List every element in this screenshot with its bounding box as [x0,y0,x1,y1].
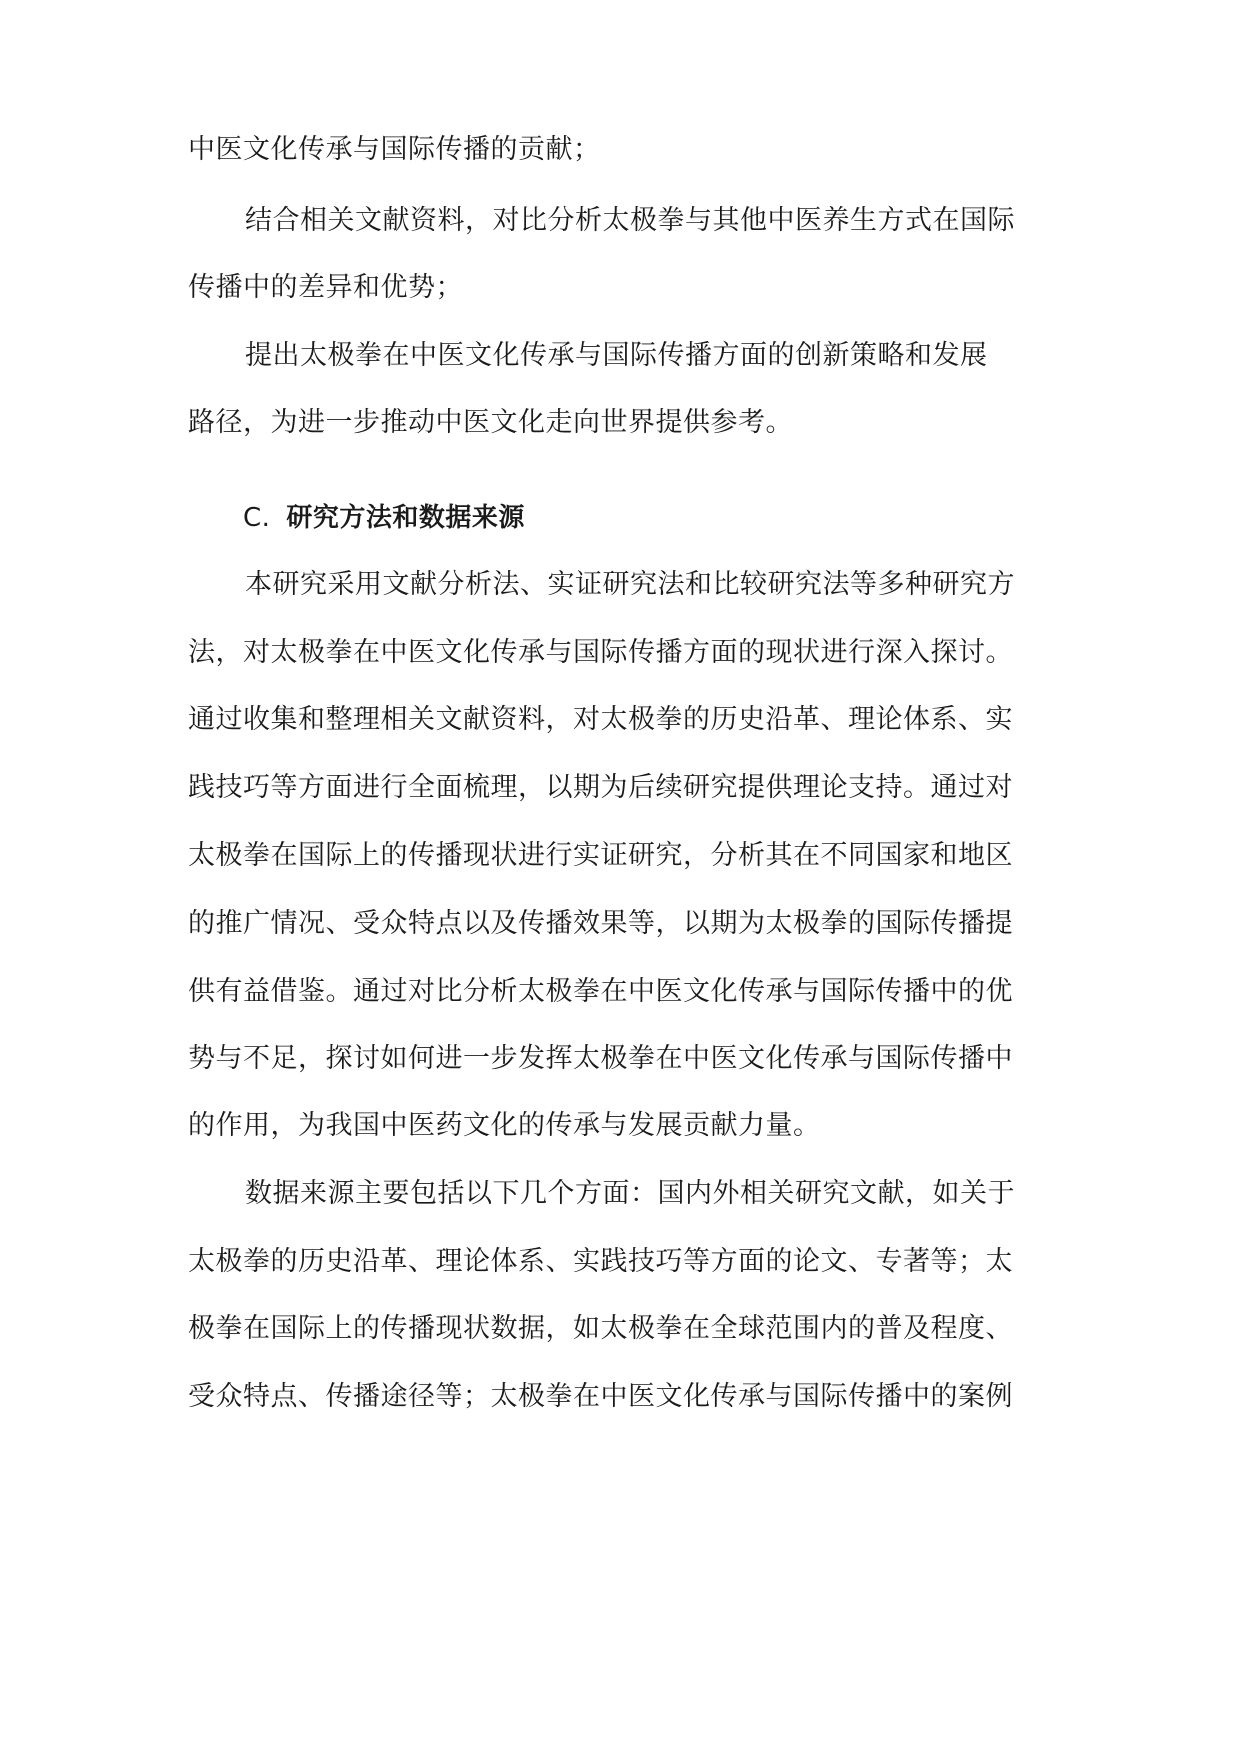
paragraph-line: 结合相关文献资料，对比分析太极拳与其他中医养生方式在国际 [245,205,1015,236]
paragraph-line: 法，对太极拳在中医文化传承与国际传播方面的现状进行深入探讨。 [188,637,1013,668]
paragraph-line: 供有益借鉴。通过对比分析太极拳在中医文化传承与国际传播中的优 [188,976,1013,1007]
paragraph-line: 传播中的差异和优势； [188,272,463,303]
section-label: C. [243,503,271,533]
paragraph-line: 通过收集和整理相关文献资料，对太极拳的历史沿革、理论体系、实 [188,704,1013,735]
paragraph-line: 太极拳在国际上的传播现状进行实证研究，分析其在不同国家和地区 [188,840,1013,871]
paragraph-line: 受众特点、传播途径等；太极拳在中医文化传承与国际传播中的案例 [188,1381,1013,1412]
paragraph-line: 践技巧等方面进行全面梳理，以期为后续研究提供理论支持。通过对 [188,772,1013,803]
paragraph-line: 数据来源主要包括以下几个方面：国内外相关研究文献，如关于 [245,1178,1015,1209]
paragraph-line: 势与不足，探讨如何进一步发挥太极拳在中医文化传承与国际传播中 [188,1043,1013,1074]
section-title: 研究方法和数据来源 [286,503,525,533]
paragraph-line: 路径，为进一步推动中医文化走向世界提供参考。 [188,407,793,438]
paragraph-line: 提出太极拳在中医文化传承与国际传播方面的创新策略和发展 [245,340,988,371]
section-heading [243,498,525,538]
paragraph-line: 本研究采用文献分析法、实证研究法和比较研究法等多种研究方 [245,569,1015,600]
paragraph-line: 中医文化传承与国际传播的贡献； [188,134,601,165]
paragraph-line: 的作用，为我国中医药文化的传承与发展贡献力量。 [188,1110,821,1141]
paragraph-line: 的推广情况、受众特点以及传播效果等，以期为太极拳的国际传播提 [188,908,1013,939]
paragraph-line: 极拳在国际上的传播现状数据，如太极拳在全球范围内的普及程度、 [188,1313,1013,1344]
paragraph-line: 太极拳的历史沿革、理论体系、实践技巧等方面的论文、专著等；太 [188,1246,1013,1277]
